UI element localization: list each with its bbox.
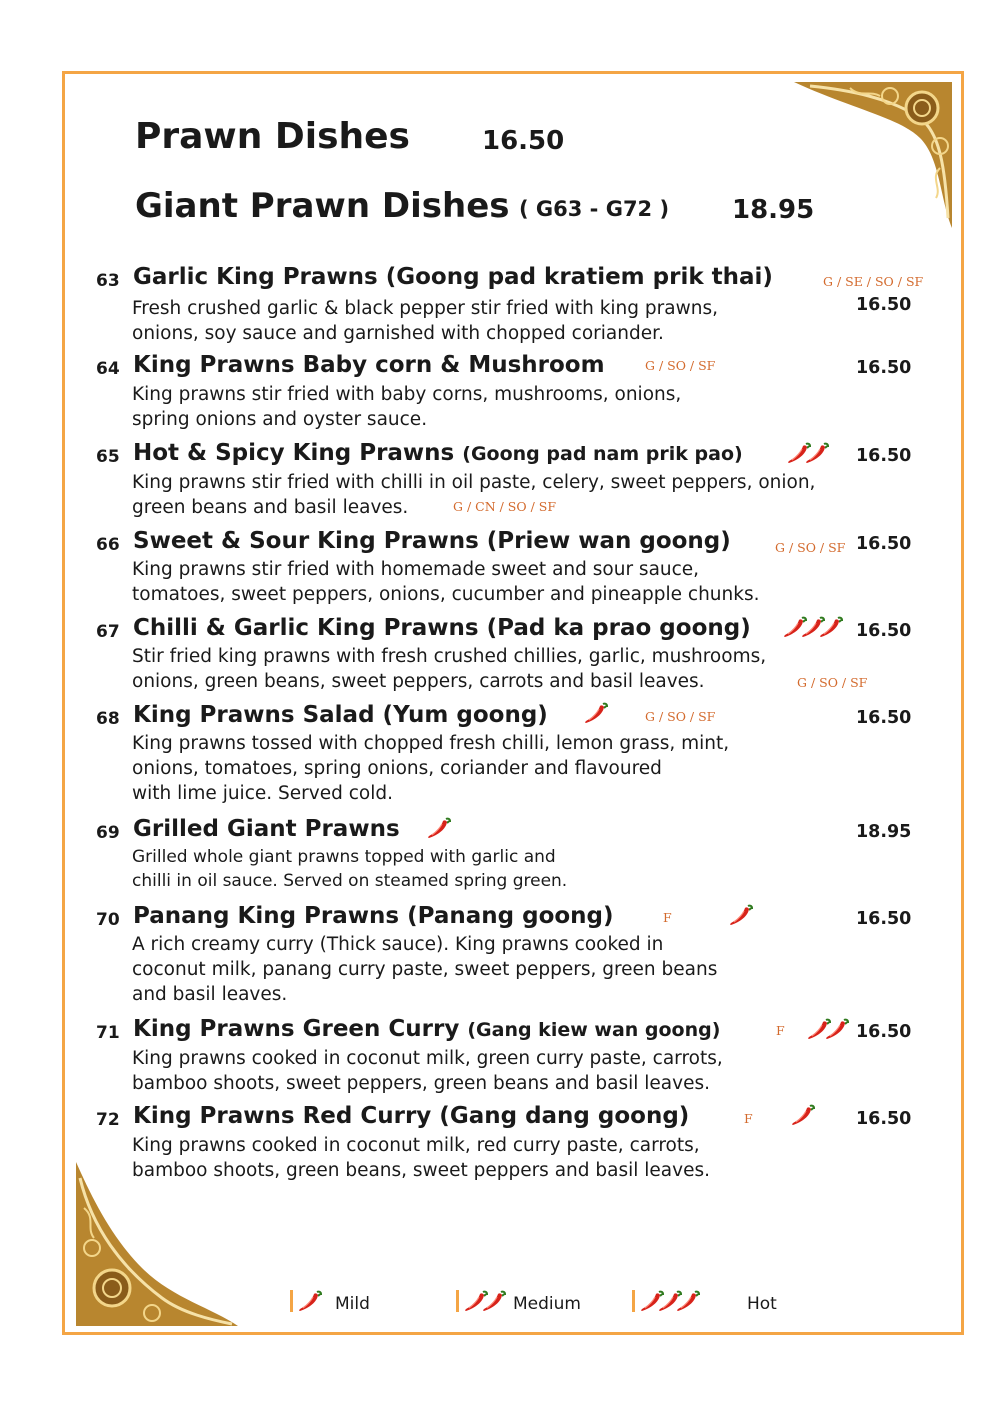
chilli-pepper-icon: [804, 440, 830, 466]
dish-description: Fresh crushed garlic & black pepper stir fried with king prawns, onions, soy sauce and garnished with chopped coriander.: [132, 298, 718, 344]
dish-name: King Prawns Salad (Yum goong): [133, 702, 548, 728]
allergen-codes: F: [776, 1023, 785, 1038]
title-price: 16.50: [482, 126, 565, 156]
chilli-pepper-icon: [818, 614, 844, 640]
chilli-pepper-icon: [481, 1288, 507, 1314]
dish-price: 16.50: [856, 621, 912, 641]
dish-name: Chilli & Garlic King Prawns (Pad ka prao goong): [133, 615, 751, 641]
dish-description: King prawns cooked in coconut milk, green curry paste, carrots, bamboo shoots, sweet peppers, green beans and basil leaves.: [132, 1048, 723, 1094]
spice-level-medium: [786, 440, 822, 466]
dish-name: Garlic King Prawns (Goong pad kratiem prik thai): [133, 264, 773, 290]
dish-price: 16.50: [856, 446, 912, 466]
spice-level-mild: [728, 902, 746, 928]
chilli-pepper-icon: [824, 1016, 850, 1042]
allergen-codes: G / SO / SF: [645, 709, 716, 724]
chilli-pepper-icon: [675, 1288, 701, 1314]
allergen-codes: F: [663, 910, 672, 925]
allergen-codes: G / SO / SF: [775, 540, 846, 555]
allergen-codes: G / SO / SF: [797, 675, 868, 690]
chilli-pepper-icon: [297, 1288, 323, 1314]
spice-level-hot: [782, 614, 836, 640]
subtitle-range: ( G63 - G72 ): [519, 197, 670, 221]
legend-mild-label: Mild: [335, 1294, 370, 1314]
dish-number: 66: [96, 535, 120, 555]
dish-number: 71: [96, 1023, 120, 1043]
dish-description: King prawns tossed with chopped fresh chilli, lemon grass, mint, onions, tomatoes, spring onions, coriander and flavoured with lime juice. Served cold.: [132, 733, 730, 804]
allergen-codes: F: [744, 1111, 753, 1126]
dish-name: King Prawns Green Curry (Gang kiew wan goong): [133, 1016, 721, 1042]
dish-description: King prawns stir fried with chilli in oil paste, celery, sweet peppers, onion, green beans and basil leaves.: [132, 472, 816, 518]
dish-description: A rich creamy curry (Thick sauce). King prawns cooked in coconut milk, panang curry paste, sweet peppers, green beans and basil leaves.: [132, 934, 718, 1005]
dish-price: 16.50: [856, 909, 912, 929]
chilli-pepper-icon: [583, 700, 609, 726]
dish-price: 16.50: [856, 1022, 912, 1042]
dish-number: 65: [96, 447, 120, 467]
dish-price: 16.50: [856, 358, 912, 378]
dish-description: King prawns cooked in coconut milk, red curry paste, carrots, bamboo shoots, green beans, sweet peppers and basil leaves.: [132, 1135, 710, 1181]
allergen-codes: G / SO / SF: [645, 358, 716, 373]
spice-level-medium: [806, 1016, 842, 1042]
dish-price: 18.95: [856, 822, 912, 842]
dish-number: 69: [96, 823, 120, 843]
dish-price: 16.50: [856, 295, 912, 315]
spice-level-mild: [583, 700, 601, 726]
dish-name: Panang King Prawns (Panang goong): [133, 903, 614, 929]
dish-price: 16.50: [856, 534, 912, 554]
chilli-pepper-icon: [426, 815, 452, 841]
subtitle-price: 18.95: [732, 195, 815, 225]
legend-divider: [632, 1290, 635, 1312]
dish-name: Grilled Giant Prawns: [133, 816, 400, 842]
spice-level-mild: [790, 1102, 808, 1128]
dish-price: 16.50: [856, 1109, 912, 1129]
dish-price: 16.50: [856, 708, 912, 728]
dish-number: 64: [96, 359, 120, 379]
dish-number: 72: [96, 1110, 120, 1130]
dish-number: 68: [96, 709, 120, 729]
dish-description: King prawns stir fried with baby corns, mushrooms, onions, spring onions and oyster sauce.: [132, 384, 682, 430]
chilli-pepper-icon: [790, 1102, 816, 1128]
legend-divider: [456, 1290, 459, 1312]
allergen-codes: G / CN / SO / SF: [453, 499, 557, 514]
dish-number: 63: [96, 271, 120, 291]
corner-ornament-icon: [790, 78, 956, 238]
dish-number: 67: [96, 622, 120, 642]
legend-hot: [632, 1288, 693, 1314]
legend-medium-label: Medium: [513, 1294, 581, 1314]
dish-name: Sweet & Sour King Prawns (Priew wan goong): [133, 528, 731, 554]
legend-hot-label: Hot: [747, 1294, 777, 1314]
page-subtitle: Giant Prawn Dishes: [135, 186, 510, 226]
corner-ornament-icon: [72, 1158, 242, 1330]
legend-medium: [456, 1288, 499, 1314]
legend-mild: [290, 1288, 315, 1314]
chilli-pepper-icon: [728, 902, 754, 928]
dish-number: 70: [96, 910, 120, 930]
dish-description: Stir fried king prawns with fresh crushed chillies, garlic, mushrooms, onions, green beans, sweet peppers, carrots and basil leaves.: [132, 646, 767, 692]
spice-level-mild: [426, 815, 444, 841]
dish-name: King Prawns Baby corn & Mushroom: [133, 352, 605, 378]
page-title: Prawn Dishes: [135, 116, 410, 157]
dish-description: Grilled whole giant prawns topped with garlic and chilli in oil sauce. Served on steamed spring green.: [132, 847, 568, 891]
dish-name: King Prawns Red Curry (Gang dang goong): [133, 1103, 690, 1129]
allergen-codes: G / SE / SO / SF: [823, 274, 924, 289]
dish-name: Hot & Spicy King Prawns (Goong pad nam prik pao): [133, 440, 743, 466]
legend-divider: [290, 1290, 293, 1312]
dish-description: King prawns stir fried with homemade sweet and sour sauce, tomatoes, sweet peppers, onions, cucumber and pineapple chunks.: [132, 559, 760, 605]
